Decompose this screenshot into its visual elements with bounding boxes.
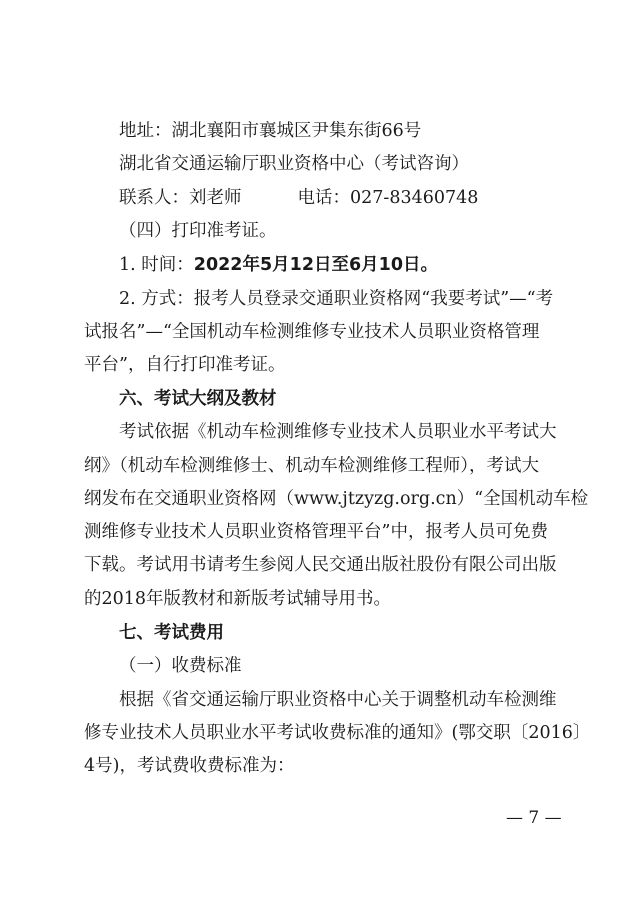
method-line-2: 试报名”—“全国机动车检测维修专业技术人员职业资格管理 [84,322,540,342]
org-line: 湖北省交通运输厅职业资格中心（考试咨询） [119,154,469,174]
page-number: — 7 — [506,808,562,828]
method-line-3: 平台”，自行打印准考证。 [84,355,286,375]
section7-line-3: 4号)，考试费收费标准为： [84,756,295,776]
contact-person: 联系人：刘老师 [119,188,242,208]
contact-line [119,186,599,210]
section6-line-2: 纲》（机动车检测维修士、机动车检测维修工程师），考试大 [84,456,539,476]
section7-line-2: 修专业技术人员职业水平考试收费标准的通知》(鄂交职〔2016〕 [84,723,591,743]
time-line [119,253,599,277]
section6-line-5: 下载。考试用书请考生参阅人民交通出版社股份有限公司出版 [84,555,557,575]
section6-line-6: 的2018年版教材和新版考试辅导用书。 [84,589,392,609]
section4-heading: （四）打印准考证。 [119,221,277,241]
address-line: 地址：湖北襄阳市襄城区尹集东街66号 [119,121,422,141]
contact-phone: 电话：027-83460748 [297,188,479,208]
section6-line-3: 纲发布在交通职业资格网（www.jtzyzg.org.cn）“全国机动车检 [84,489,589,509]
section7-heading: 七、考试费用 [119,623,224,643]
section6-heading: 六、考试大纲及教材 [119,389,277,409]
time-label: 1. 时间： [119,255,194,275]
section6-line-1: 考试依据《机动车检测维修专业技术人员职业水平考试大 [119,422,557,442]
time-value: 2022年5月12日至6月10日。 [193,255,439,275]
section7-line-1: 根据《省交通运输厅职业资格中心关于调整机动车检测维 [119,690,557,710]
section7-subheading: （一）收费标准 [119,656,242,676]
method-line-1: 2. 方式：报考人员登录交通职业资格网“我要考试”—“考 [119,289,554,309]
section6-line-4: 测维修专业技术人员职业资格管理平台”中，报考人员可免费 [84,522,548,542]
